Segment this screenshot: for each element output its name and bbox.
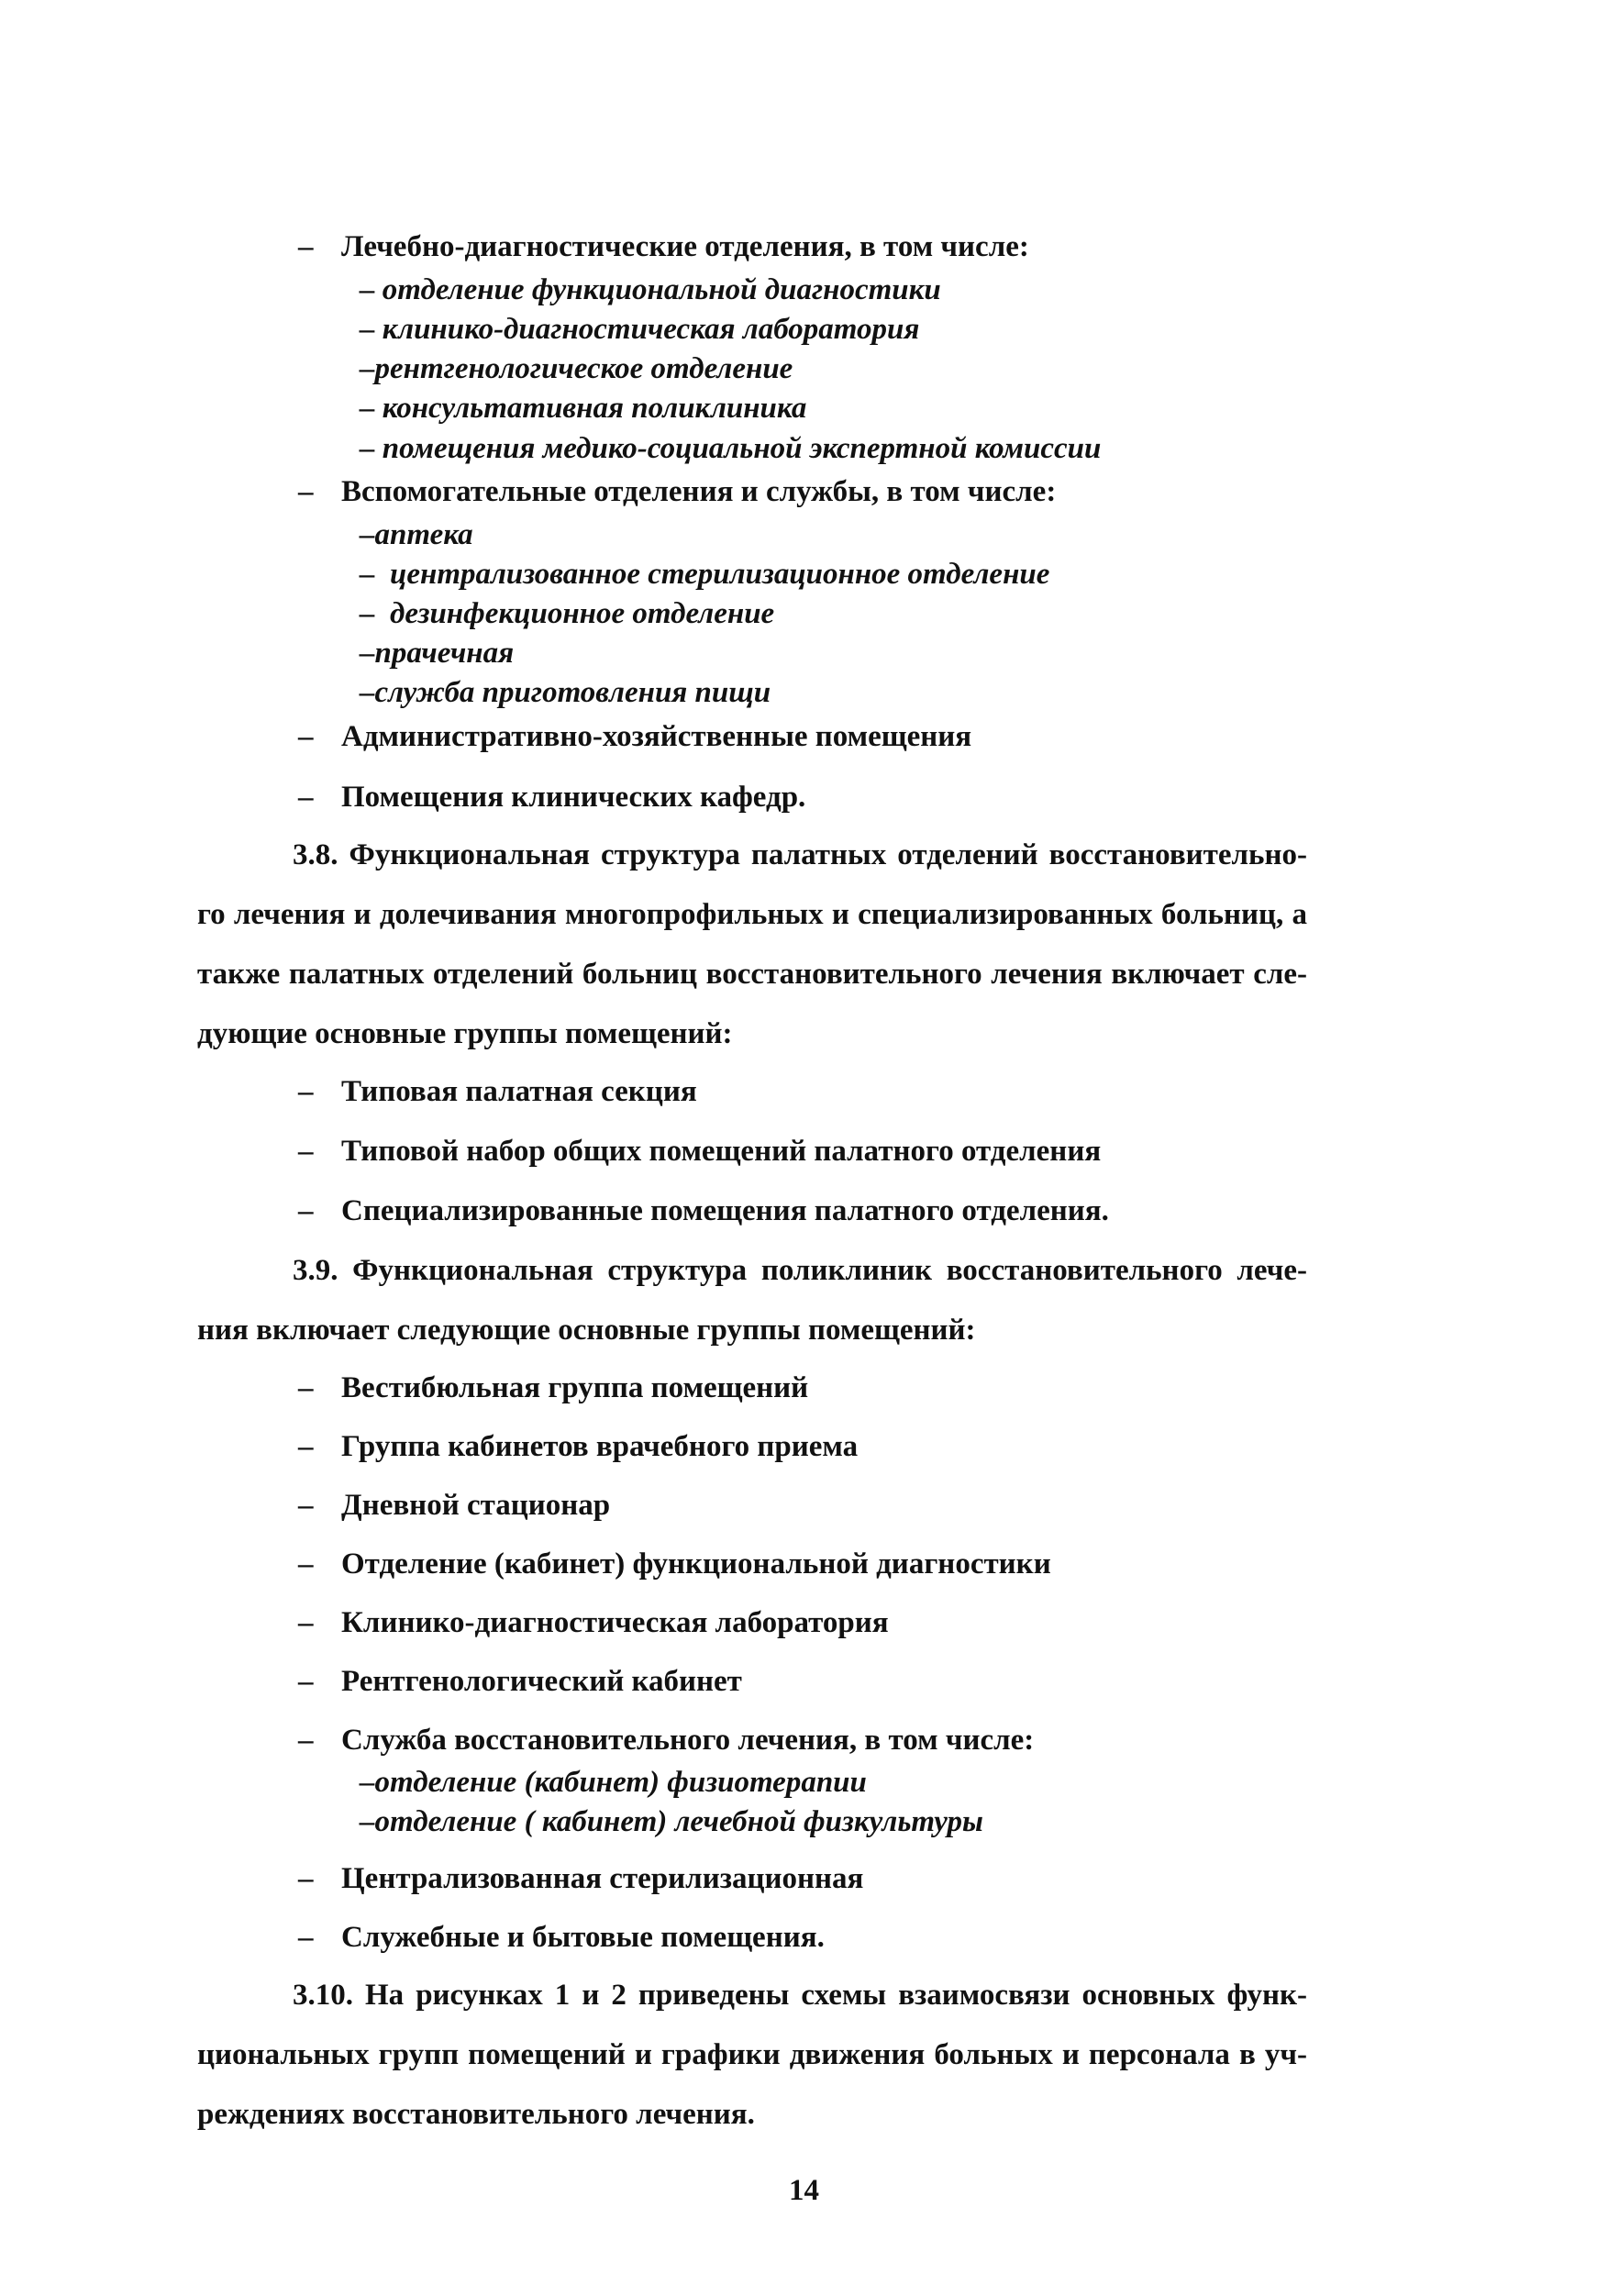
- sublist-item: –отделение (кабинет) физиотерапии: [360, 1766, 867, 1799]
- paragraph-3-10-line: реждениях восстановительного лечения.: [197, 2098, 755, 2131]
- sublist-item: –отделение ( кабинет) лечебной физкультуры: [360, 1805, 983, 1838]
- list-dash: –: [298, 230, 314, 263]
- sublist-item: – консультативная поликлиника: [360, 392, 807, 425]
- list-dash: –: [298, 1489, 314, 1522]
- paragraph-3-9-line: 3.9. Функциональная структура поликлиник восстановительного лече-: [293, 1254, 1307, 1287]
- list-item: Группа кабинетов врачебного приема: [341, 1430, 859, 1463]
- sublist-item: – отделение функциональной диагностики: [360, 273, 941, 306]
- list-dash: –: [298, 781, 314, 814]
- sublist-item: – клинико-диагностическая лаборатория: [360, 313, 920, 346]
- list-dash: –: [298, 1194, 314, 1227]
- list-item: Клинико-диагностическая лаборатория: [341, 1606, 889, 1639]
- list-dash: –: [298, 1862, 314, 1895]
- list-item-treatment-departments: Лечебно-диагностические отделения, в том числе:: [341, 230, 1029, 263]
- sublist-item: –аптека: [360, 518, 473, 551]
- paragraph-3-10-line: циональных групп помещений и графики движения больных и персонала в уч-: [197, 2038, 1307, 2071]
- list-item: Типовая палатная секция: [341, 1075, 697, 1108]
- list-dash: –: [298, 1665, 314, 1698]
- list-item: Отделение (кабинет) функциональной диагностики: [341, 1547, 1051, 1581]
- list-dash: –: [298, 1135, 314, 1168]
- list-dash: –: [298, 1724, 314, 1757]
- list-dash: –: [298, 1430, 314, 1463]
- sublist-item: – централизованное стерилизационное отделение: [360, 558, 1050, 591]
- list-dash: –: [298, 1606, 314, 1639]
- list-dash: –: [298, 720, 314, 753]
- paragraph-3-8-line: дующие основные группы помещений:: [197, 1017, 733, 1050]
- list-item: Специализированные помещения палатного отделения.: [341, 1194, 1109, 1227]
- list-item: Типовой набор общих помещений палатного отделения: [341, 1135, 1102, 1168]
- list-item: Служба восстановительного лечения, в том числе:: [341, 1724, 1035, 1757]
- list-item-clinical-departments: Помещения клинических кафедр.: [341, 781, 806, 814]
- paragraph-3-10-line: 3.10. На рисунках 1 и 2 приведены схемы взаимосвязи основных функ-: [293, 1979, 1307, 2012]
- list-dash: –: [298, 475, 314, 508]
- list-item: Централизованная стерилизационная: [341, 1862, 864, 1895]
- sublist-item: – дезинфекционное отделение: [360, 597, 775, 630]
- paragraph-3-8-line: 3.8. Функциональная структура палатных отделений восстановительно-: [293, 838, 1307, 871]
- list-item: Дневной стационар: [341, 1489, 611, 1522]
- list-dash: –: [298, 1371, 314, 1404]
- list-dash: –: [298, 1075, 314, 1108]
- paragraph-3-8-line: также палатных отделений больниц восстановительного лечения включает сле-: [197, 958, 1307, 991]
- list-item: Рентгенологический кабинет: [341, 1665, 742, 1698]
- paragraph-3-9-line: ния включает следующие основные группы помещений:: [197, 1314, 976, 1347]
- sublist-item: – помещения медико-социальной экспертной комиссии: [360, 432, 1102, 465]
- page-number: 14: [789, 2174, 819, 2207]
- sublist-item: –служба приготовления пищи: [360, 676, 771, 709]
- list-dash: –: [298, 1547, 314, 1581]
- list-item: Служебные и бытовые помещения.: [341, 1921, 825, 1954]
- list-dash: –: [298, 1921, 314, 1954]
- list-item: Вестибюльная группа помещений: [341, 1371, 809, 1404]
- paragraph-3-8-line: го лечения и долечивания многопрофильных и специализированных больниц, а: [197, 898, 1307, 931]
- list-item-administrative-rooms: Административно-хозяйственные помещения: [341, 720, 972, 753]
- sublist-item: –прачечная: [360, 637, 515, 670]
- sublist-item: –рентгенологическое отделение: [360, 352, 793, 385]
- list-item-auxiliary-departments: Вспомогательные отделения и службы, в том числе:: [341, 475, 1057, 508]
